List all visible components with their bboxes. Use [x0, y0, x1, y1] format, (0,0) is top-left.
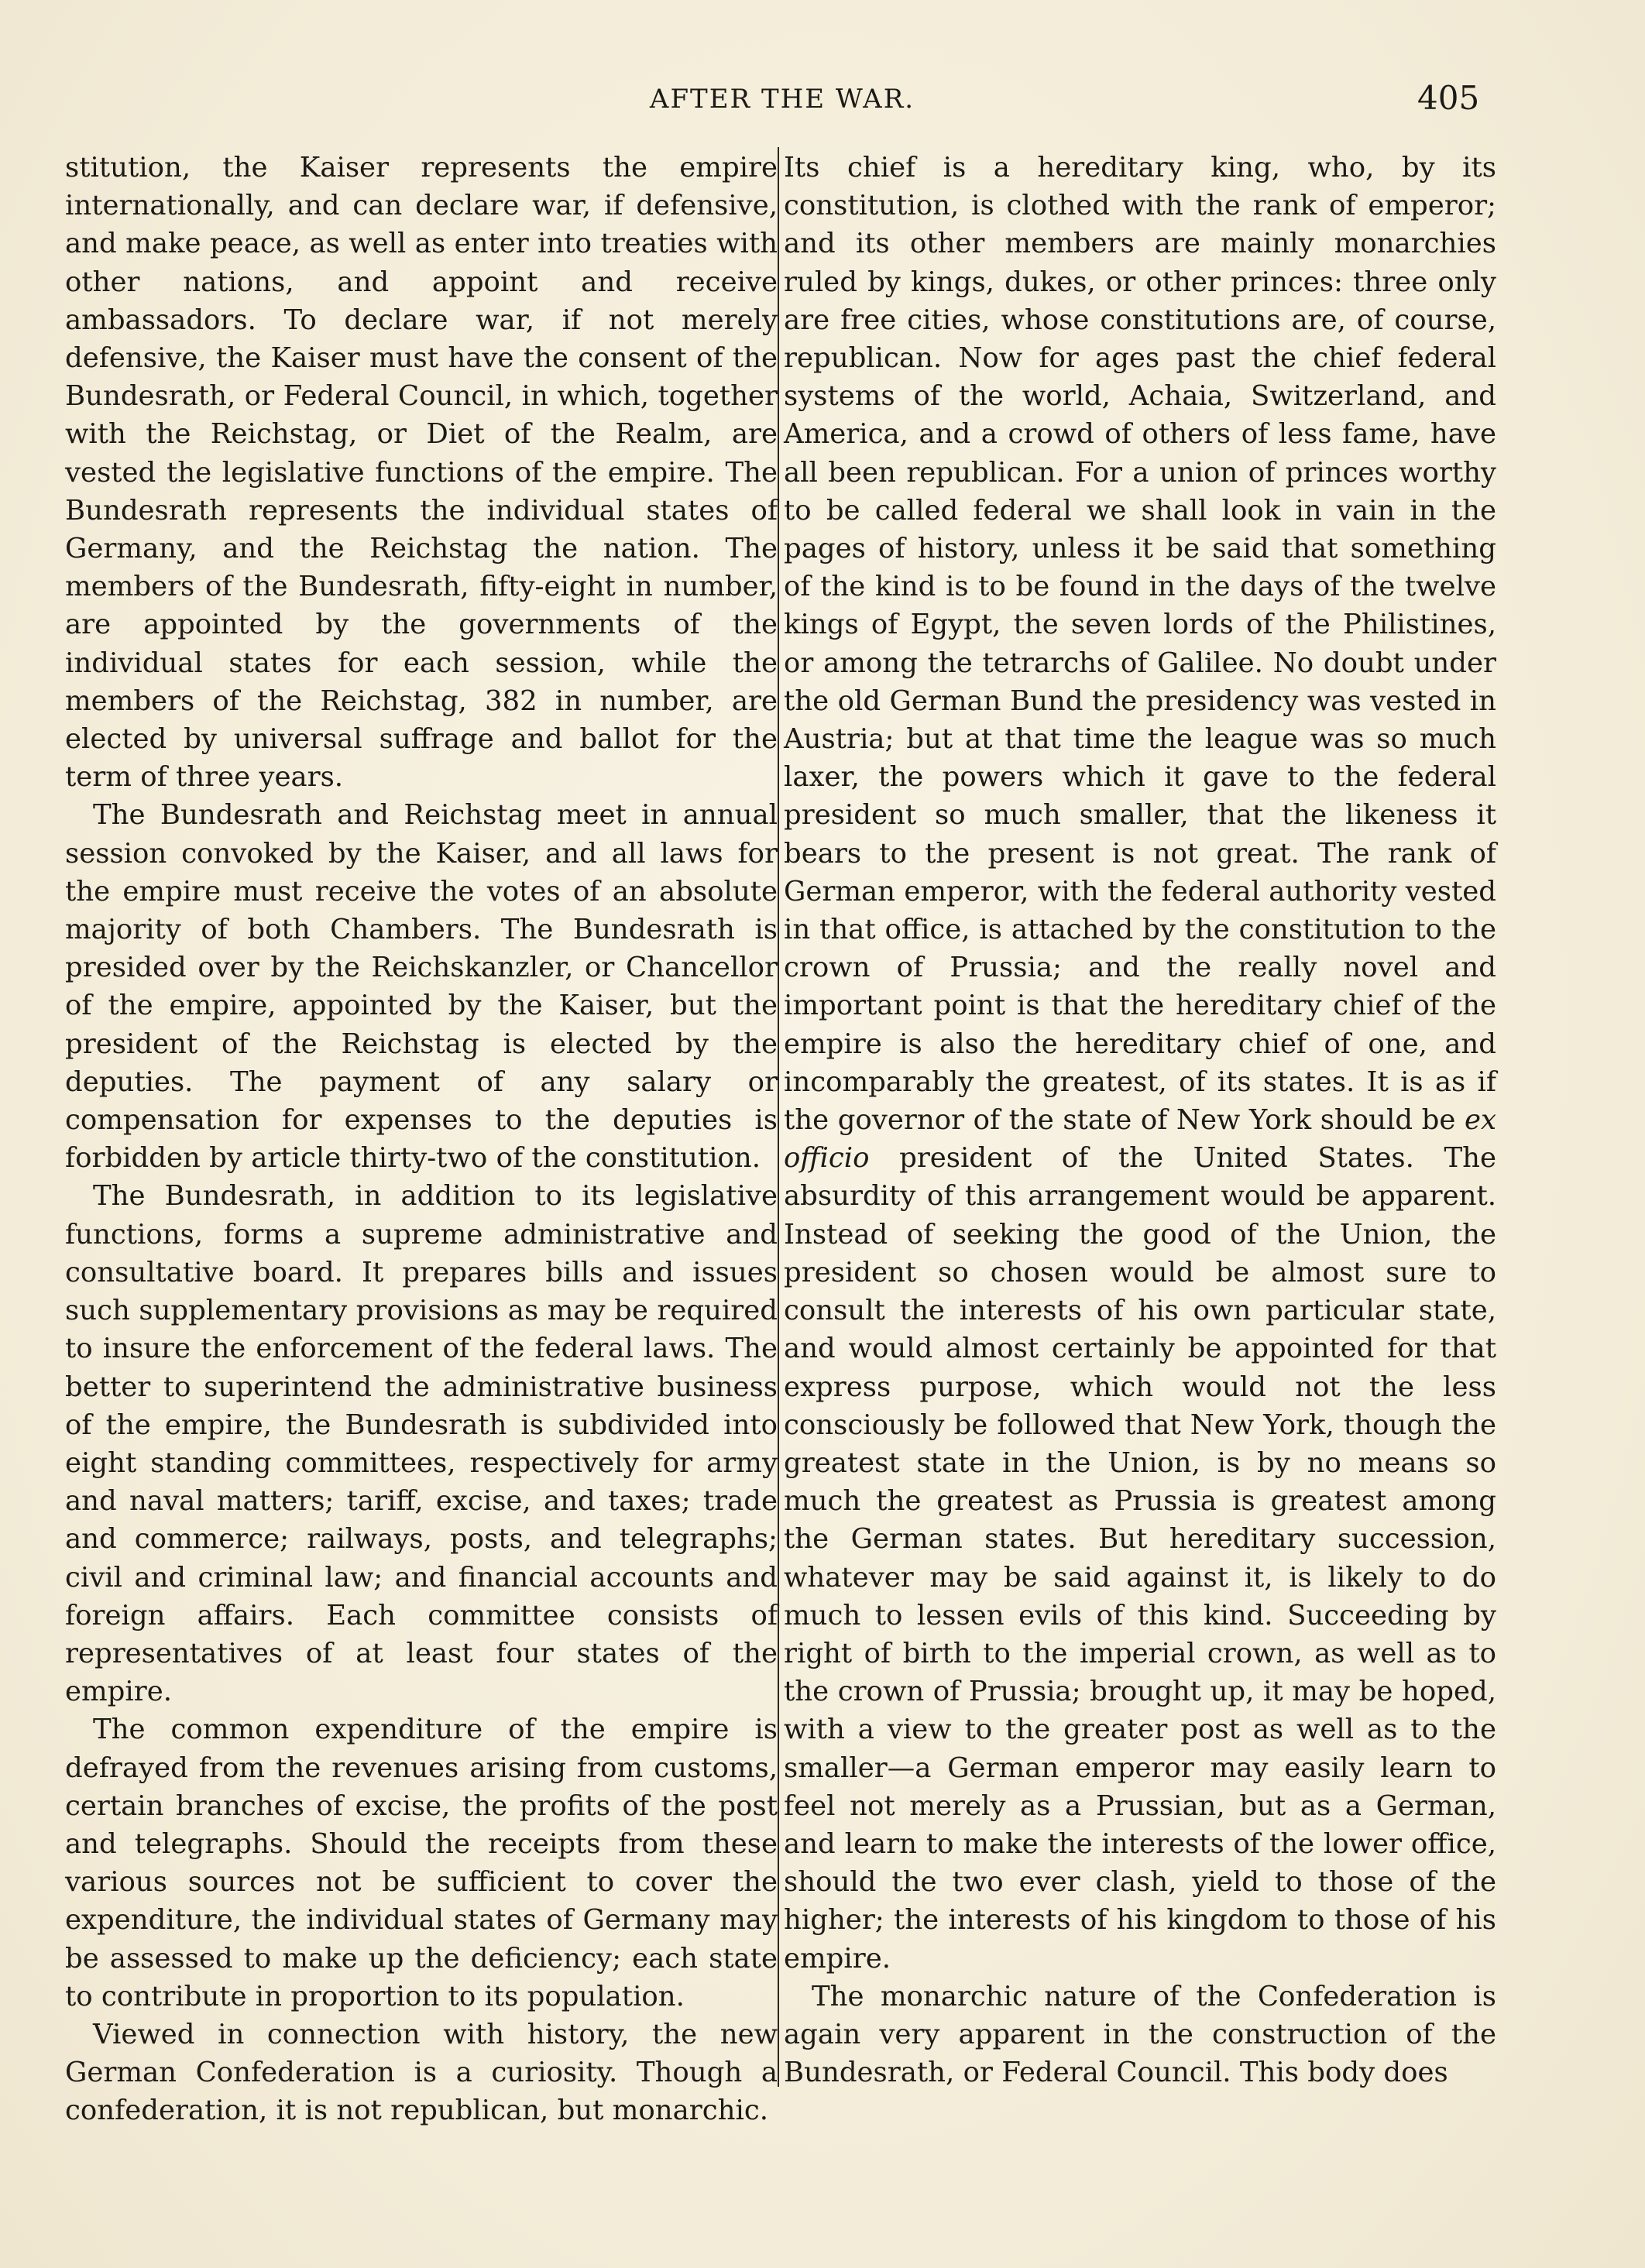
paragraph: The common expenditure of the empire is defrayed from the revenues arising from customs, certain branches of excise, the profits of the post and telegraphs. Should the receipts from these various sources not be sufficient to cover the expenditure, the individual states of Germany may be assessed to make up the deficiency; each state to contribute in proportion to its population.: [65, 1714, 778, 2012]
right-column: [784, 149, 1496, 2091]
paragraph-text: Its chief is a hereditary king, who, by its constitution, is clothed with the rank of emperor; and its other members are mainly monarchies ruled by kings, dukes, or other princes: three only are free cities, whose constitutions are, of course, republican. Now for ages past the chief federal systems of the world, Achaia, Switzerland, and America, and a crowd of others of less fame, have all been republican. For a union of princes worthy to be called federal we shall look in vain in the pages of history, unless it be said that something of the kind is to be found in the days of the twelve kings of Egypt, the seven lords of the Philistines, or among the tetrarchs of Galilee. No doubt under the old German Bund the presidency was vested in Austria; but at that time the league was so much laxer, the powers which it gave to the federal president so much smaller, that the likeness it bears to the present is not great. The rank of German emperor, with the federal authority vested in that office, is attached by the constitution to the crown of Prussia; and the really novel and important point is that the hereditary chief of the empire is also the hereditary chief of one, and incomparably the greatest, of its states. It is as if the governor of the state of New York should be: [784, 152, 1496, 1137]
paragraph: The Bundesrath and Reichstag meet in annual session convoked by the Kaiser, and all laws for the empire must receive the votes of an absolute majority of both Chambers. The Bundesrath is presided over by the Reichskanzler, or Chancellor of the empire, appointed by the Kaiser, but the president of the Reichstag is elected by the deputies. The payment of any salary or compensation for expenses to the deputies is forbidden by article thirty-two of the constitution.: [65, 799, 778, 1175]
paragraph: The monarchic nature of the Confederation is again very apparent in the construction of the Bundesrath, or Federal Council. This body does: [784, 1980, 1496, 2089]
italic-phrase: ex officio: [784, 1104, 1496, 1175]
paragraph: The Bundesrath, in addition to its legislative functions, forms a supreme administrative and consultative board. It prepares bills and issues such supplementary provisions as may be required to insure the enforcement of the federal laws. The better to superintend the administrative business of the empire, the Bundesrath is subdivided into eight standing committees, respectively for army and naval matters; tariff, excise, and taxes; trade and commerce; railways, posts, and telegraphs; civil and criminal law; and financial accounts and foreign affairs. Each committee consists of representatives of at least four states of the empire.: [65, 1180, 778, 1708]
paragraph: stitution, the Kaiser represents the empire internationally, and can declare war, if defensive, and make peace, as well as enter into treaties with other nations, and appoint and receive ambassadors. To declare war, if not merely defensive, the Kaiser must have the consent of the Bundesrath, or Federal Council, in which, together with the Reichstag, or Diet of the Realm, are vested the legislative functions of the empire. The Bundesrath represents the individual states of Germany, and the Reichstag the nation. The members of the Bundesrath, fifty-eight in number, are appointed by the governments of the individual states for each session, while the members of the Reichstag, 382 in number, are elected by universal suffrage and ballot for the term of three years.: [65, 152, 778, 794]
paragraph: Viewed in connection with history, the new German Confederation is a curiosity. Though a confederation, it is not republican, but monarchic.: [65, 2018, 778, 2127]
column-divider: [778, 147, 779, 2087]
paragraph: [784, 149, 1496, 1978]
left-column: [65, 149, 778, 2130]
running-head: [0, 79, 1645, 130]
page-number: 405: [1417, 79, 1480, 117]
paragraph-text: president of the United States. The absurdity of this arrangement would be apparent. Instead of seeking the good of the Union, the president so chosen would be almost sure to consult the interests of his own particular state, and would almost certainly be appointed for that express purpose, which would not the less consciously be followed that New York, though the greatest state in the Union, is by no means so much the greatest as Prussia is greatest among the German states. But hereditary succession, whatever may be said against it, is likely to do much to lessen evils of this kind. Succeeding by right of birth to the imperial crown, as well as to the crown of Prussia; brought up, it may be hoped, with a view to the greater post as well as to the smaller—a German emperor may easily learn to feel not merely as a Prussian, but as a German, and learn to make the interests of the lower office, should the two ever clash, yield to those of the higher; the interests of his kingdom to those of his empire.: [784, 1142, 1496, 1975]
running-title: AFTER THE WAR.: [649, 84, 915, 115]
